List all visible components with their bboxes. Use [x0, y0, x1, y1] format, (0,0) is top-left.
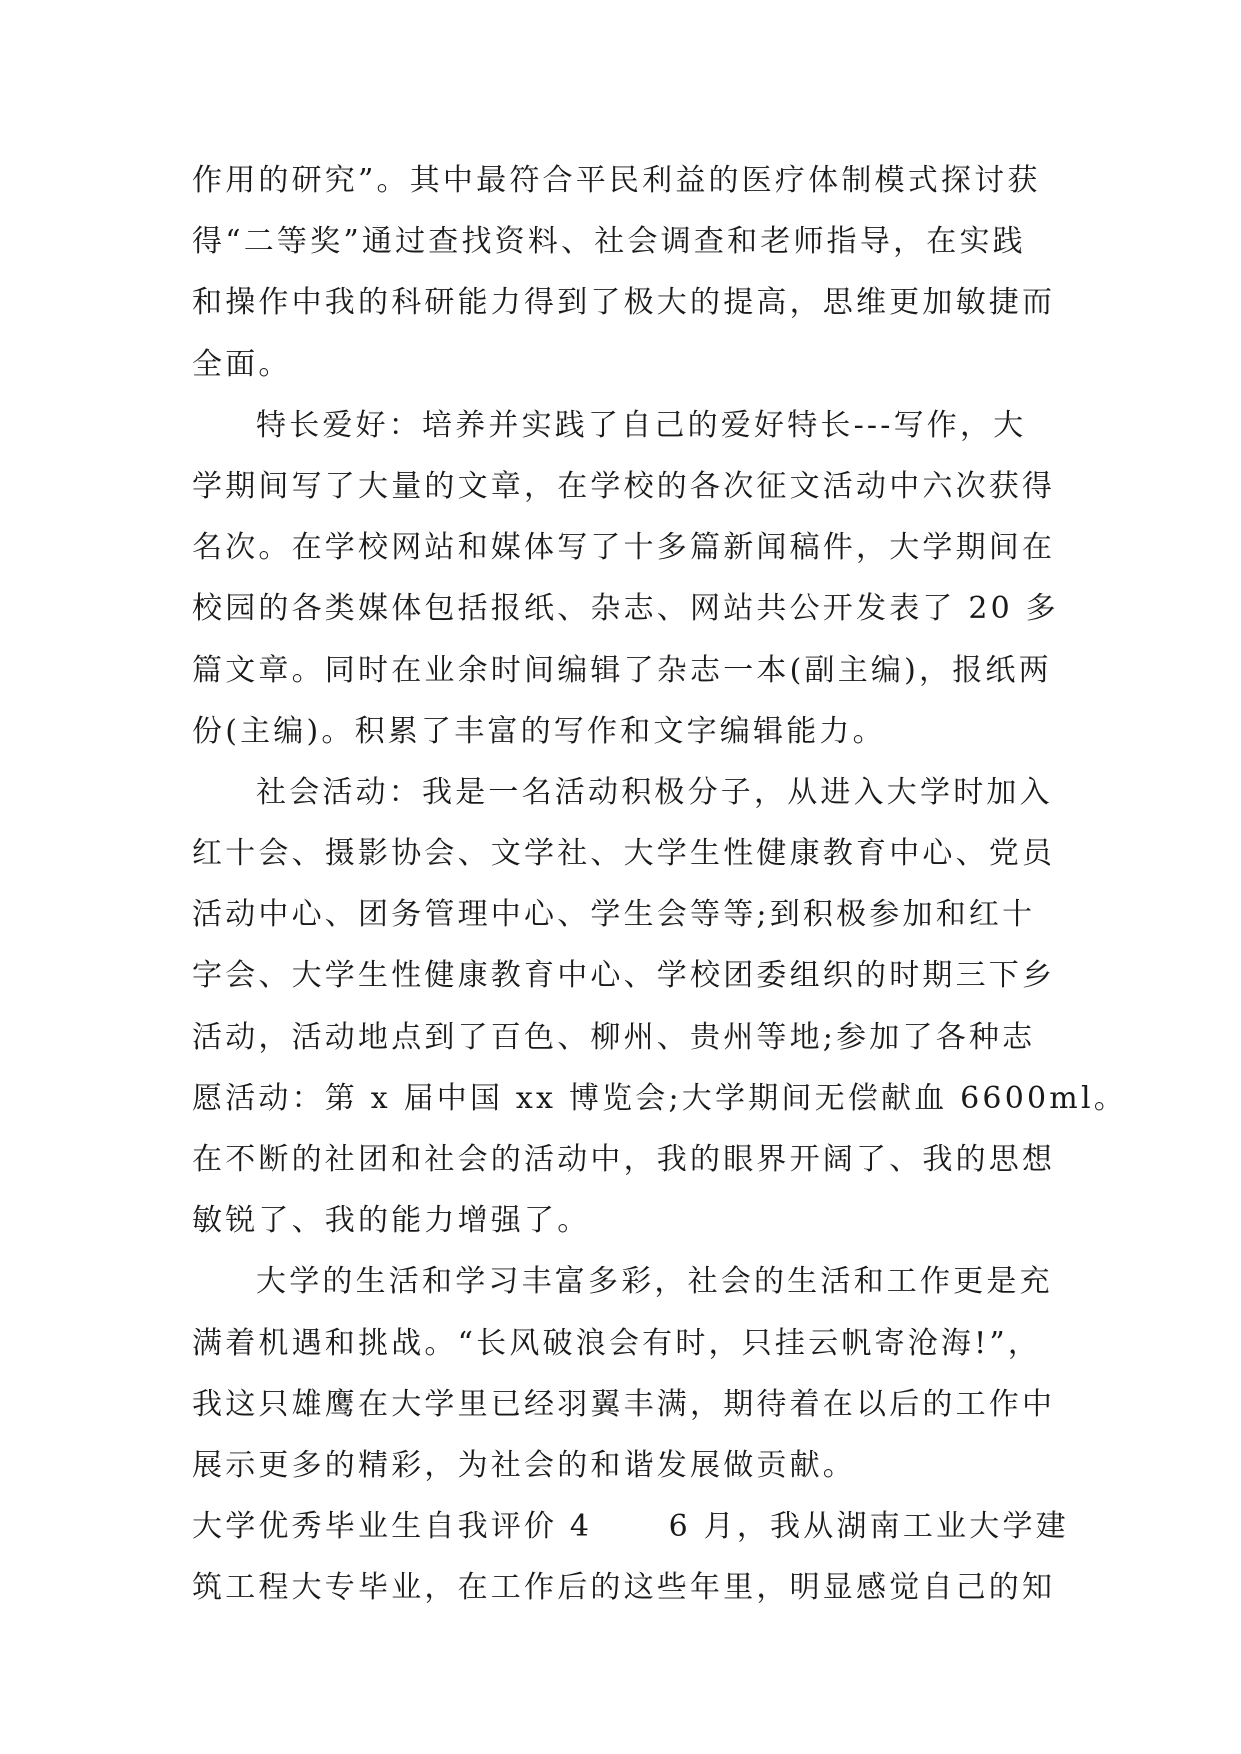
- text-line: 在不断的社团和社会的活动中，我的眼界开阔了、我的思想: [192, 1142, 1056, 1177]
- text-line: 得“二等奖”通过查找资料、社会调查和老师指导，在实践: [192, 224, 1026, 260]
- text-line: 字会、大学生性健康教育中心、学校团委组织的时期三下乡: [192, 958, 1056, 994]
- document-body: [192, 150, 1127, 1619]
- text-line: 满着机遇和挑战。“长风破浪会有时，只挂云帆寄沧海!”，: [192, 1325, 1042, 1361]
- section-heading-line: 大学优秀毕业生自我评价 4 6 月，我从湖南工业大学建: [192, 1509, 1069, 1545]
- text-line: 校园的各类媒体包括报纸、杂志、网站共公开发表了 20 多: [192, 591, 1059, 627]
- text-line: 我这只雄鹰在大学里已经羽翼丰满，期待着在以后的工作中: [192, 1386, 1056, 1422]
- paragraph-start-line: 大学的生活和学习丰富多彩，社会的生活和工作更是充: [256, 1264, 1053, 1300]
- paragraph-start-line: 社会活动：我是一名活动积极分子，从进入大学时加入: [256, 774, 1053, 810]
- text-line: 学期间写了大量的文章，在学校的各次征文活动中六次获得: [192, 468, 1056, 504]
- text-line: 红十会、摄影协会、文学社、大学生性健康教育中心、党员: [192, 836, 1056, 872]
- text-line: 愿活动：第 x 届中国 xx 博览会;大学期间无偿献血 6600ml。: [192, 1080, 1127, 1116]
- text-line: 和操作中我的科研能力得到了极大的提高，思维更加敏捷而: [192, 285, 1056, 321]
- text-line: 活动，活动地点到了百色、柳州、贵州等地;参加了各种志: [192, 1019, 1036, 1055]
- text-line: 份(主编)。积累了丰富的写作和文字编辑能力。: [192, 713, 886, 749]
- text-line: 筑工程大专毕业，在工作后的这些年里，明显感觉自己的知: [192, 1570, 1056, 1606]
- text-line: 活动中心、团务管理中心、学生会等等;到积极参加和红十: [192, 897, 1036, 933]
- text-line: 作用的研究”。其中最符合平民利益的医疗体制模式探讨获: [192, 163, 1041, 198]
- paragraph-start-line: 特长爱好：培养并实践了自己的爱好特长---写作，大: [256, 407, 1027, 443]
- text-line: 名次。在学校网站和媒体写了十多篇新闻稿件，大学期间在: [192, 530, 1056, 566]
- text-line: 敏锐了、我的能力增强了。: [192, 1203, 591, 1239]
- text-line: 全面。: [192, 346, 292, 382]
- text-line: 展示更多的精彩，为社会的和谐发展做贡献。: [192, 1447, 856, 1483]
- text-line: 篇文章。同时在业余时间编辑了杂志一本(副主编)，报纸两: [192, 652, 1052, 688]
